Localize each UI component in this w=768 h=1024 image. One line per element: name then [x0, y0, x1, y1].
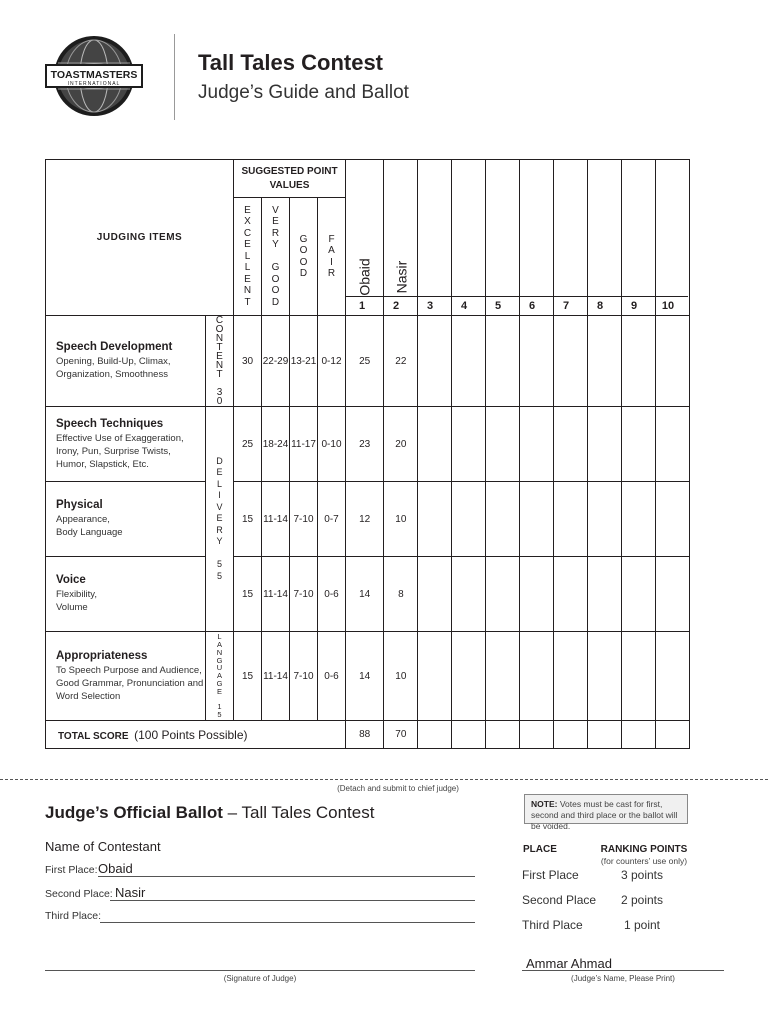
score-cell[interactable]	[656, 407, 690, 482]
score-cell[interactable]: 22	[384, 316, 418, 407]
score-cell[interactable]	[486, 632, 520, 721]
score-cell[interactable]	[520, 316, 554, 407]
score-cell[interactable]: 23	[346, 407, 384, 482]
ballot-title: Judge’s Official Ballot – Tall Tales Contest	[45, 803, 375, 822]
score-cell[interactable]	[486, 316, 520, 407]
score-cell[interactable]	[622, 316, 656, 407]
score-cell[interactable]	[554, 482, 588, 557]
second-place-label: Second Place:	[45, 888, 113, 900]
total-cell[interactable]: 70	[384, 721, 418, 749]
header-divider	[174, 34, 175, 120]
score-cell[interactable]	[554, 316, 588, 407]
first-place-value: Obaid	[98, 861, 133, 876]
category-delivery: D E L I V E R Y 5 5	[206, 407, 234, 632]
contestant-number-5: 5	[494, 300, 502, 312]
score-cell[interactable]	[520, 632, 554, 721]
score-cell[interactable]	[656, 482, 690, 557]
contestant-name-1: Obaid	[346, 160, 384, 316]
first-place-field[interactable]	[98, 875, 475, 877]
col-good: G O O D	[290, 198, 318, 316]
suggested-values-header: SUGGESTED POINT VALUES	[234, 160, 346, 198]
contestant-number-6: 6	[528, 300, 536, 312]
contestant-name-10	[656, 160, 690, 316]
range-cell: 0-6	[318, 557, 346, 632]
total-cell[interactable]	[622, 721, 656, 749]
range-cell: 0-6	[318, 632, 346, 721]
score-cell[interactable]	[418, 407, 452, 482]
range-cell: 25	[234, 407, 262, 482]
contestant-name-6	[520, 160, 554, 316]
range-cell: 11-14	[262, 482, 290, 557]
col-excellent: E X C E L L E N T	[234, 198, 262, 316]
range-cell: 15	[234, 557, 262, 632]
contestant-number-7: 7	[562, 300, 570, 312]
score-cell[interactable]	[486, 407, 520, 482]
detach-line	[0, 779, 768, 780]
ranking-points-subtitle: (for counters’ use only)	[600, 856, 688, 866]
total-cell[interactable]	[588, 721, 622, 749]
score-cell[interactable]	[486, 557, 520, 632]
third-place-label: Third Place:	[45, 910, 102, 922]
score-cell[interactable]	[520, 407, 554, 482]
contestant-number-1: 1	[358, 300, 366, 312]
score-cell[interactable]	[554, 632, 588, 721]
toastmasters-logo	[44, 33, 144, 119]
detach-note: (Detach and submit to chief judge)	[337, 784, 459, 793]
score-cell[interactable]	[588, 316, 622, 407]
contestant-name-3	[418, 160, 452, 316]
range-cell: 11-14	[262, 632, 290, 721]
first-place-label: First Place:	[45, 864, 98, 876]
score-cell[interactable]	[622, 632, 656, 721]
score-cell[interactable]	[418, 557, 452, 632]
score-cell[interactable]	[452, 557, 486, 632]
range-cell: 0-12	[318, 316, 346, 407]
total-cell[interactable]	[418, 721, 452, 749]
contestant-name-9	[622, 160, 656, 316]
judge-name-label: (Judge’s Name, Please Print)	[571, 974, 675, 983]
judge-name-field[interactable]	[522, 970, 724, 971]
name-of-contestant-label: Name of Contestant	[45, 839, 161, 854]
score-cell[interactable]	[588, 482, 622, 557]
total-cell[interactable]	[656, 721, 690, 749]
range-cell: 15	[234, 482, 262, 557]
score-cell[interactable]	[418, 316, 452, 407]
score-cell[interactable]: 25	[346, 316, 384, 407]
rank-place: Second Place	[522, 893, 597, 907]
contestant-number-10: 10	[661, 300, 675, 312]
score-cell[interactable]	[418, 632, 452, 721]
contestant-name-8	[588, 160, 622, 316]
score-cell[interactable]: 14	[346, 557, 384, 632]
score-cell[interactable]: 10	[384, 632, 418, 721]
score-cell[interactable]	[656, 632, 690, 721]
contestant-number-2: 2	[392, 300, 400, 312]
score-cell[interactable]: 14	[346, 632, 384, 721]
rank-place: First Place	[522, 868, 579, 882]
contestant-number-4: 4	[460, 300, 468, 312]
score-cell[interactable]	[520, 482, 554, 557]
total-cell[interactable]	[486, 721, 520, 749]
signature-field[interactable]	[45, 970, 475, 971]
contestant-number-9: 9	[630, 300, 638, 312]
judging-table	[45, 159, 690, 749]
category-content: C O N T E N T 3 0	[206, 316, 234, 407]
rank-points: 1 point	[623, 918, 661, 932]
item-speech-techniques: Speech Techniques Effective Use of Exaggeration, Irony, Pun, Surprise Twists, Humor, Slapstick, Etc.	[46, 407, 206, 482]
score-cell[interactable]	[588, 632, 622, 721]
score-cell[interactable]	[452, 316, 486, 407]
contestant-name-5	[486, 160, 520, 316]
score-cell[interactable]	[486, 482, 520, 557]
score-cell[interactable]	[622, 482, 656, 557]
page-subtitle: Judge’s Guide and Ballot	[198, 82, 409, 103]
contestant-name-7	[554, 160, 588, 316]
rank-points: 2 points	[620, 893, 664, 907]
total-cell[interactable]	[452, 721, 486, 749]
score-cell[interactable]	[588, 557, 622, 632]
category-language: L A N G U A G E 1 5	[206, 632, 234, 721]
total-cell[interactable]	[520, 721, 554, 749]
total-cell[interactable]: 88	[346, 721, 384, 749]
judge-name-value: Ammar Ahmad	[526, 956, 612, 971]
range-cell: 11-17	[290, 407, 318, 482]
place-header: PLACE	[523, 844, 557, 855]
score-cell[interactable]	[588, 407, 622, 482]
score-cell[interactable]	[418, 482, 452, 557]
total-cell[interactable]	[554, 721, 588, 749]
score-cell[interactable]	[656, 316, 690, 407]
range-cell: 15	[234, 632, 262, 721]
range-cell: 0-7	[318, 482, 346, 557]
item-physical: Physical Appearance, Body Language	[46, 482, 206, 557]
score-cell[interactable]	[554, 407, 588, 482]
score-cell[interactable]	[452, 482, 486, 557]
third-place-field[interactable]	[100, 921, 475, 923]
item-speech-development: Speech Development Opening, Build-Up, Climax, Organization, Smoothness	[46, 316, 206, 407]
range-cell: 11-14	[262, 557, 290, 632]
score-cell[interactable]	[520, 557, 554, 632]
rank-points: 3 points	[620, 868, 664, 882]
range-cell: 22-29	[262, 316, 290, 407]
page-title: Tall Tales Contest	[198, 50, 384, 75]
score-cell[interactable]	[622, 557, 656, 632]
ranking-points-header: RANKING POINTS	[600, 844, 688, 855]
second-place-field[interactable]	[110, 899, 475, 901]
contestant-name-2: Nasir	[384, 160, 418, 316]
score-cell[interactable]	[554, 557, 588, 632]
range-cell: 13-21	[290, 316, 318, 407]
signature-label: (Signature of Judge)	[223, 974, 297, 983]
logo-subtext: INTERNATIONAL	[67, 81, 121, 87]
logo-text: TOASTMASTERS	[50, 69, 138, 81]
range-cell: 30	[234, 316, 262, 407]
score-cell[interactable]: 10	[384, 482, 418, 557]
contestant-number-8: 8	[596, 300, 604, 312]
rank-place: Third Place	[522, 918, 583, 932]
range-cell: 0-10	[318, 407, 346, 482]
contestant-number-row	[345, 296, 688, 317]
ballot-note: NOTE: Votes must be cast for first, second and third place or the ballot will be voided.	[524, 794, 688, 824]
score-cell[interactable]: 12	[346, 482, 384, 557]
col-fair: F A I R	[318, 198, 346, 316]
score-cell[interactable]	[656, 557, 690, 632]
contestant-name-4	[452, 160, 486, 316]
range-cell: 7-10	[290, 482, 318, 557]
col-very-good: V E R Y G O O D	[262, 198, 290, 316]
range-cell: 7-10	[290, 632, 318, 721]
total-score-label: TOTAL SCORE (100 Points Possible)	[46, 721, 346, 749]
judging-items-header: JUDGING ITEMS	[46, 160, 234, 316]
item-voice: Voice Flexibility, Volume	[46, 557, 206, 632]
score-cell[interactable]: 8	[384, 557, 418, 632]
item-appropriateness: Appropriateness To Speech Purpose and Audience, Good Grammar, Pronunciation and Word Selection	[46, 632, 206, 721]
contestant-number-3: 3	[426, 300, 434, 312]
second-place-value: Nasir	[115, 885, 146, 900]
score-cell[interactable]: 20	[384, 407, 418, 482]
score-cell[interactable]	[452, 407, 486, 482]
range-cell: 7-10	[290, 557, 318, 632]
score-cell[interactable]	[452, 632, 486, 721]
range-cell: 18-24	[262, 407, 290, 482]
score-cell[interactable]	[622, 407, 656, 482]
